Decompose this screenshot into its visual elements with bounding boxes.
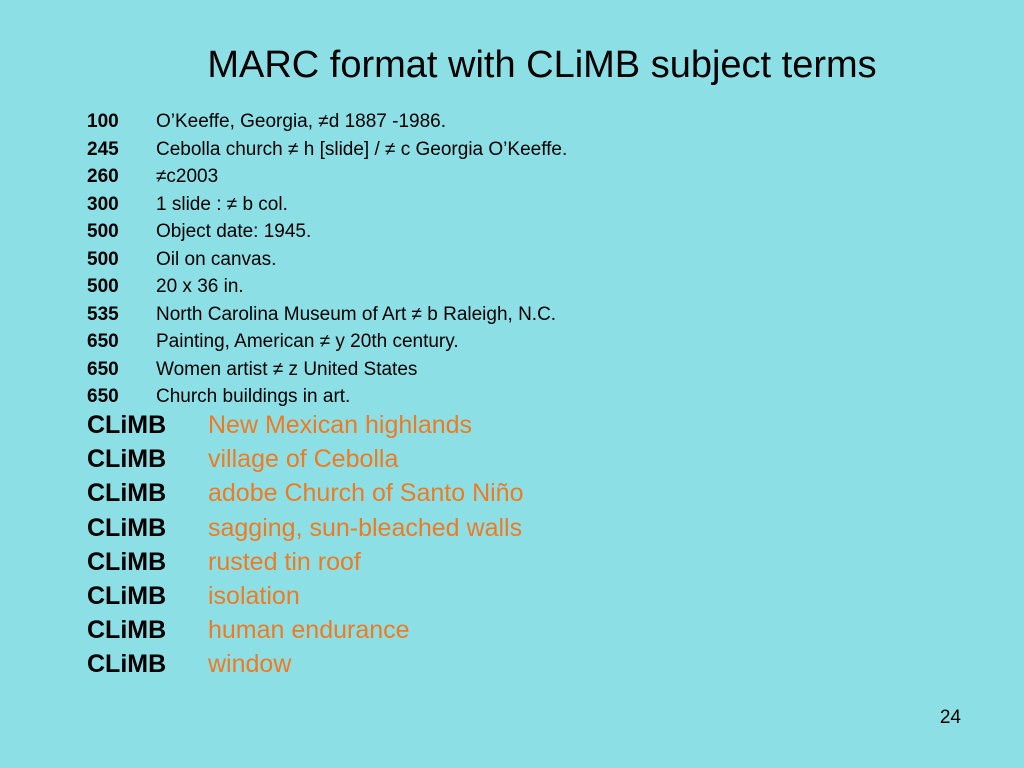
marc-field-value: Women artist ≠ z United States xyxy=(156,358,418,380)
marc-field-tag: 650 xyxy=(87,331,119,352)
marc-field-value: Cebolla church ≠ h [slide] / ≠ c Georgia O’Keeffe. xyxy=(156,138,568,160)
climb-term-row xyxy=(87,479,524,513)
climb-subject-term: window xyxy=(208,650,292,679)
marc-field-row xyxy=(87,139,567,167)
climb-tag-label: CLiMB xyxy=(87,479,167,508)
slide-number: 24 xyxy=(939,707,961,728)
slide-title: MARC format with CLiMB subject terms xyxy=(207,44,877,86)
climb-tag-label: CLiMB xyxy=(87,445,167,474)
climb-subject-term: rusted tin roof xyxy=(208,547,361,576)
climb-term-row xyxy=(87,650,524,684)
marc-field-tag: 300 xyxy=(87,193,119,215)
marc-field-tag: 500 xyxy=(87,276,119,297)
marc-field-row xyxy=(87,331,567,359)
marc-field-tag: 245 xyxy=(87,138,119,160)
marc-field-row xyxy=(87,194,567,222)
climb-tag-label: CLiMB xyxy=(87,616,167,645)
climb-term-row xyxy=(87,548,524,582)
climb-subject-term: village of Cebolla xyxy=(208,445,399,474)
climb-term-row xyxy=(87,616,524,650)
marc-field-value: North Carolina Museum of Art ≠ b Raleigh, N.C. xyxy=(156,303,557,325)
climb-terms-list xyxy=(87,411,524,685)
marc-field-tag: 500 xyxy=(87,248,119,270)
climb-subject-term: isolation xyxy=(208,581,300,610)
marc-field-tag: 500 xyxy=(87,221,119,242)
climb-subject-term: sagging, sun-bleached walls xyxy=(208,513,523,542)
climb-tag-label: CLiMB xyxy=(87,581,167,610)
marc-field-tag: 535 xyxy=(87,303,119,325)
marc-field-row xyxy=(87,111,567,139)
marc-field-value: O’Keeffe, Georgia, ≠d 1887 -1986. xyxy=(156,111,446,132)
marc-field-value: Church buildings in art. xyxy=(156,386,351,407)
climb-tag-label: CLiMB xyxy=(87,513,167,542)
marc-field-row xyxy=(87,166,567,194)
marc-record-list xyxy=(87,111,567,414)
marc-field-row xyxy=(87,276,567,304)
climb-term-row xyxy=(87,514,524,548)
marc-field-row xyxy=(87,304,567,332)
marc-field-row xyxy=(87,221,567,249)
marc-field-value: 1 slide : ≠ b col. xyxy=(156,193,288,215)
climb-tag-label: CLiMB xyxy=(87,547,167,576)
marc-field-row xyxy=(87,386,567,414)
marc-field-tag: 260 xyxy=(87,166,119,187)
climb-term-row xyxy=(87,411,524,445)
marc-field-value: 20 x 36 in. xyxy=(156,276,244,297)
climb-term-row xyxy=(87,445,524,479)
marc-field-value: ≠c2003 xyxy=(156,166,219,187)
marc-field-tag: 650 xyxy=(87,386,119,407)
climb-subject-term: human endurance xyxy=(208,616,410,645)
marc-field-value: Painting, American ≠ y 20th century. xyxy=(156,331,459,352)
marc-field-tag: 100 xyxy=(87,111,119,132)
marc-field-value: Oil on canvas. xyxy=(156,248,277,270)
climb-term-row xyxy=(87,582,524,616)
climb-tag-label: CLiMB xyxy=(87,411,167,439)
marc-field-value: Object date: 1945. xyxy=(156,221,312,242)
climb-subject-term: New Mexican highlands xyxy=(208,411,473,439)
climb-subject-term: adobe Church of Santo Niño xyxy=(208,479,524,508)
marc-field-row xyxy=(87,249,567,277)
marc-field-row xyxy=(87,359,567,387)
climb-tag-label: CLiMB xyxy=(87,650,167,679)
marc-field-tag: 650 xyxy=(87,358,119,380)
